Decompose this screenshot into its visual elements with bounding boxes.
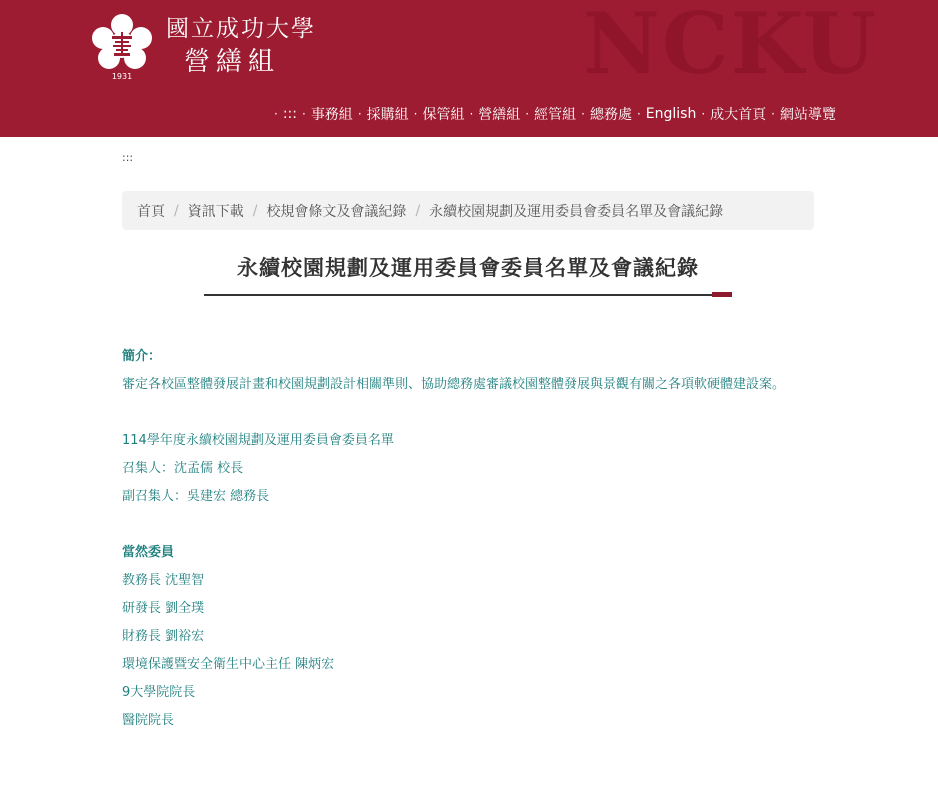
nav-bullet: ·	[636, 107, 641, 121]
committee-list-title: 114學年度永續校園規劃及運用委員會委員名單	[122, 433, 394, 448]
intro-heading: 簡介：	[122, 349, 162, 364]
nav-label: :::	[282, 106, 297, 122]
list-item: 環境保護暨安全衛生中心主任 陳炳宏	[122, 657, 335, 672]
breadcrumb-separator: /	[415, 202, 421, 219]
top-navigation	[269, 104, 836, 124]
title-underline	[204, 294, 712, 296]
nav-bullet: ·	[525, 107, 530, 121]
nav-bullet: ·	[581, 107, 585, 121]
nav-bullet: ·	[771, 107, 775, 121]
breadcrumb-item-regulations[interactable]: 校規會條文及會議紀錄	[266, 203, 407, 220]
nav-bullet: ·	[469, 107, 474, 121]
page-title: 永續校園規劃及運用委員會委員名單及會議紀錄	[237, 256, 699, 280]
breadcrumb-separator: /	[252, 202, 258, 219]
university-name: 國立成功大學	[166, 16, 316, 42]
ex-officio-heading: 當然委員	[122, 545, 175, 560]
list-item: 研發長 劉全璞	[122, 601, 205, 616]
nav-label: 經管組	[534, 107, 577, 123]
nav-bullet: ·	[701, 107, 706, 121]
nav-item-accesskey[interactable]	[269, 106, 297, 122]
nav-label: 保管組	[422, 107, 465, 123]
breadcrumb-item-home[interactable]: 首頁	[137, 203, 165, 220]
list-item: 醫院院長	[122, 713, 175, 728]
plum-blossom-icon	[90, 12, 154, 72]
site-header	[0, 0, 938, 137]
nav-label: 營繕組	[478, 107, 521, 123]
nav-item-property[interactable]	[409, 104, 465, 124]
list-item: 財務長 劉裕宏	[122, 629, 205, 644]
nav-bullet: ·	[301, 107, 306, 121]
list-item: 教務長 沈聖智	[122, 573, 205, 588]
intro-text: 審定各校區整體發展計畫和校園規劃設計相關準則、協助總務處審議校園整體發展與景觀有關之各項軟硬體建設案。	[122, 377, 786, 392]
logo-year: 1931	[111, 72, 133, 81]
breadcrumb-item-downloads[interactable]: 資訊下載	[187, 203, 244, 220]
nav-item-procurement[interactable]	[353, 104, 409, 124]
nav-bullet: ·	[357, 107, 362, 121]
breadcrumb-separator: /	[174, 202, 179, 219]
nav-item-general-office[interactable]	[576, 104, 632, 124]
nav-item-ncku-home[interactable]	[696, 104, 766, 124]
convener: 召集人：沈孟儒 校長	[122, 461, 244, 476]
main-content-accesskey[interactable]: :::	[122, 151, 134, 164]
article-content	[122, 343, 814, 735]
nav-item-construction[interactable]	[464, 104, 520, 124]
deputy-convener: 副召集人：吳建宏 總務長	[122, 489, 270, 504]
nav-item-general-affairs[interactable]	[297, 104, 353, 124]
page-title-block	[204, 253, 732, 283]
spacer	[122, 511, 814, 539]
nav-item-management[interactable]	[520, 104, 576, 124]
nav-label: 總務處	[589, 107, 632, 123]
nav-item-sitemap[interactable]	[766, 104, 836, 124]
nav-label: 成大首頁	[710, 107, 767, 123]
list-item: 9大學院院長	[122, 685, 196, 700]
nav-label: 採購組	[366, 107, 409, 123]
title-accent-bar	[712, 292, 732, 297]
header-watermark: NCKU	[583, 0, 878, 93]
nav-bullet: ·	[274, 107, 278, 121]
nav-label: 事務組	[310, 107, 353, 123]
university-logo[interactable]	[90, 12, 154, 84]
nav-label: 網站導覽	[780, 107, 836, 123]
breadcrumb-item-current: 永續校園規劃及運用委員會委員名單及會議紀錄	[429, 203, 724, 220]
site-brand[interactable]	[166, 14, 316, 80]
nav-bullet: ·	[413, 107, 418, 121]
nav-label: English	[645, 106, 697, 122]
spacer	[122, 399, 814, 427]
breadcrumb	[122, 191, 814, 230]
nav-item-english[interactable]	[632, 106, 696, 122]
unit-name: 營繕組	[184, 47, 281, 77]
